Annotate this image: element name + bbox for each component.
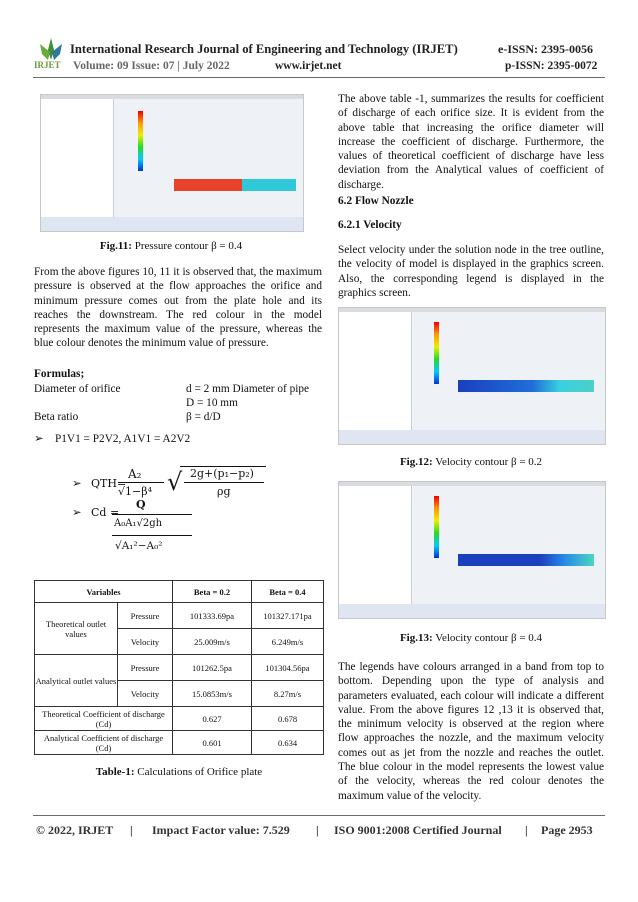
legend-bar bbox=[434, 322, 439, 384]
qth-denominator: √1−β⁴ bbox=[118, 485, 152, 498]
fraction-line bbox=[118, 482, 164, 483]
nozzle-model bbox=[458, 380, 594, 392]
table-cell: 25.009m/s bbox=[173, 629, 252, 655]
nozzle-model bbox=[458, 554, 594, 566]
fig13-caption: Fig.13: Velocity contour β = 0.4 bbox=[399, 632, 543, 644]
pipe-upstream bbox=[174, 179, 242, 191]
table-cell: 101327.171pa bbox=[252, 603, 324, 629]
formula-beta-label: Beta ratio bbox=[34, 411, 79, 423]
table-group-label: Theoretical outlet values bbox=[35, 603, 118, 655]
qth-root-numerator: 2g+(p₁−p₂) bbox=[190, 467, 254, 480]
fig13-screenshot bbox=[338, 481, 606, 619]
legend-bar bbox=[138, 111, 143, 171]
right-paragraph-3: The legends have colours arranged in a band from top to bottom. Depending upon the type of analysis and parameters evaluated, each colour will indicate a different value. From the above figures 12 ,13 it is observed that, the minimum velocity is observed at the region where flow approaches the nozzle, and the maximum velocity comes out as jet from the nozzle and reaches the outlet. The blue colour in the model represents the lowest value of the velocity, whereas the red colour denotes the maximum value of the velocity. bbox=[338, 661, 604, 802]
table-cell: Pressure bbox=[118, 603, 173, 629]
right-paragraph-1: The above table -1, summarizes the results for coefficient of discharge of each orifice size. It is evident from the above table that increasing the orifice diameter will increase the coefficient of discharge. Furthermore, the values of theoretical coefficient of discharge have less deviation from the Analytical values of coefficient of discharge. bbox=[338, 93, 604, 191]
fig11-caption: Fig.11: Pressure contour β = 0.4 bbox=[99, 240, 243, 252]
cd-mid: A₀A₁√2gh bbox=[114, 518, 163, 529]
footer-impact-factor: Impact Factor value: 7.529 bbox=[152, 823, 290, 837]
table-cell: Velocity bbox=[118, 629, 173, 655]
table-group-label: Analytical outlet values bbox=[35, 655, 118, 707]
table-cell: 0.601 bbox=[173, 731, 252, 755]
footer-copyright: © 2022, IRJET bbox=[36, 823, 114, 837]
table-row bbox=[35, 707, 324, 731]
tree-outline bbox=[339, 486, 412, 604]
graphics-area bbox=[412, 312, 605, 430]
formulas-heading: Formulas; bbox=[34, 368, 85, 380]
table-cell: 8.27m/s bbox=[252, 681, 324, 707]
qth-numerator: A₂ bbox=[128, 467, 142, 481]
table-row bbox=[35, 603, 324, 629]
cd-numerator: Q bbox=[136, 498, 146, 511]
formula-beta-value: β = d/D bbox=[186, 411, 221, 423]
orifice-results-table bbox=[34, 580, 324, 755]
journal-title: International Research Journal of Engineering and Technology (IRJET) bbox=[70, 42, 458, 56]
graphics-area bbox=[412, 486, 605, 604]
formula-orifice-label: Diameter of orifice bbox=[34, 383, 121, 395]
qth-root-denominator: ρg bbox=[217, 485, 231, 498]
header-rule bbox=[33, 77, 605, 78]
table-row-label: Analytical Coefficient of discharge (Cd) bbox=[35, 731, 173, 755]
qth-label: QTH= bbox=[91, 477, 127, 490]
table-cell: 101304.56pa bbox=[252, 655, 324, 681]
footer-iso: ISO 9001:2008 Certified Journal bbox=[334, 823, 502, 837]
formula-orifice-value: d = 2 mm Diameter of pipe bbox=[186, 383, 310, 395]
taskbar bbox=[41, 217, 303, 231]
footer-separator: | bbox=[525, 823, 528, 837]
table-cell: 15.0853m/s bbox=[173, 681, 252, 707]
fig12-screenshot bbox=[338, 307, 606, 445]
cd-label: Cd = bbox=[91, 506, 120, 519]
taskbar bbox=[339, 430, 605, 444]
table-cell: Velocity bbox=[118, 681, 173, 707]
bullet-arrow-icon: ➢ bbox=[34, 433, 44, 445]
table-row bbox=[35, 731, 324, 755]
footer-separator: | bbox=[130, 823, 133, 837]
legend-bar bbox=[434, 496, 439, 558]
footer-page-number: Page 2953 bbox=[541, 823, 593, 837]
table-cell: 101333.69pa bbox=[173, 603, 252, 629]
tree-outline bbox=[41, 99, 114, 217]
bullet-arrow-icon: ➢ bbox=[72, 507, 82, 519]
right-paragraph-2: Select velocity under the solution node in the tree outline, the velocity of model is displayed in the graphics screen. Also, the corresponding legend is displayed in the graphics screen. bbox=[338, 244, 604, 299]
table-header: Beta = 0.2 bbox=[173, 581, 252, 603]
table-row-label: Theoretical Coefficient of discharge (Cd) bbox=[35, 707, 173, 731]
fraction-line bbox=[184, 482, 264, 483]
graphics-area bbox=[114, 99, 303, 217]
table-row bbox=[35, 655, 324, 681]
bullet-arrow-icon: ➢ bbox=[72, 478, 82, 490]
tree-outline bbox=[339, 312, 412, 430]
sqrt-sign: √ bbox=[167, 468, 183, 496]
table1-caption: Table-1: Calculations of Orifice plate bbox=[95, 766, 263, 778]
section-heading-6-2-1: 6.2.1 Velocity bbox=[338, 219, 402, 231]
fig11-screenshot bbox=[40, 94, 304, 232]
logo-text: IRJET bbox=[34, 60, 61, 70]
table-header: Beta = 0.4 bbox=[252, 581, 324, 603]
taskbar bbox=[339, 604, 605, 618]
table-cell: 6.249m/s bbox=[252, 629, 324, 655]
pipe-downstream bbox=[242, 179, 296, 191]
table-cell: 0.678 bbox=[252, 707, 324, 731]
table-cell: 0.634 bbox=[252, 731, 324, 755]
fig12-caption: Fig.12: Velocity contour β = 0.2 bbox=[399, 456, 543, 468]
cd-denominator: √A₁²−A₀² bbox=[115, 540, 163, 552]
left-paragraph-1: From the above figures 10, 11 it is observed that, the maximum pressure is observed at the flow approaches the orifice and minimum pressure comes out from the plate hole and its reaches the downstream. The red colour in the model represents the maximum value of the pressure, whereas the blue colour denotes the minimum value of pressure. bbox=[34, 266, 322, 350]
table-cell: 0.627 bbox=[173, 707, 252, 731]
pissn: p-ISSN: 2395-0072 bbox=[505, 60, 598, 72]
table-cell: 101262.5pa bbox=[173, 655, 252, 681]
volume-issue: Volume: 09 Issue: 07 | July 2022 bbox=[73, 60, 230, 72]
footer-separator: | bbox=[316, 823, 319, 837]
fraction-line bbox=[112, 535, 192, 536]
formula-pipe-value: D = 10 mm bbox=[186, 397, 238, 409]
website: www.irjet.net bbox=[275, 60, 342, 72]
table-cell: Pressure bbox=[118, 655, 173, 681]
continuity-equation: P1V1 = P2V2, A1V1 = A2V2 bbox=[55, 433, 191, 445]
section-heading-6-2: 6.2 Flow Nozzle bbox=[338, 195, 414, 207]
fraction-line bbox=[112, 514, 192, 515]
table-header-row bbox=[35, 581, 324, 603]
footer-rule bbox=[33, 815, 605, 816]
eissn: e-ISSN: 2395-0056 bbox=[498, 42, 593, 56]
table-header: Variables bbox=[35, 581, 173, 603]
